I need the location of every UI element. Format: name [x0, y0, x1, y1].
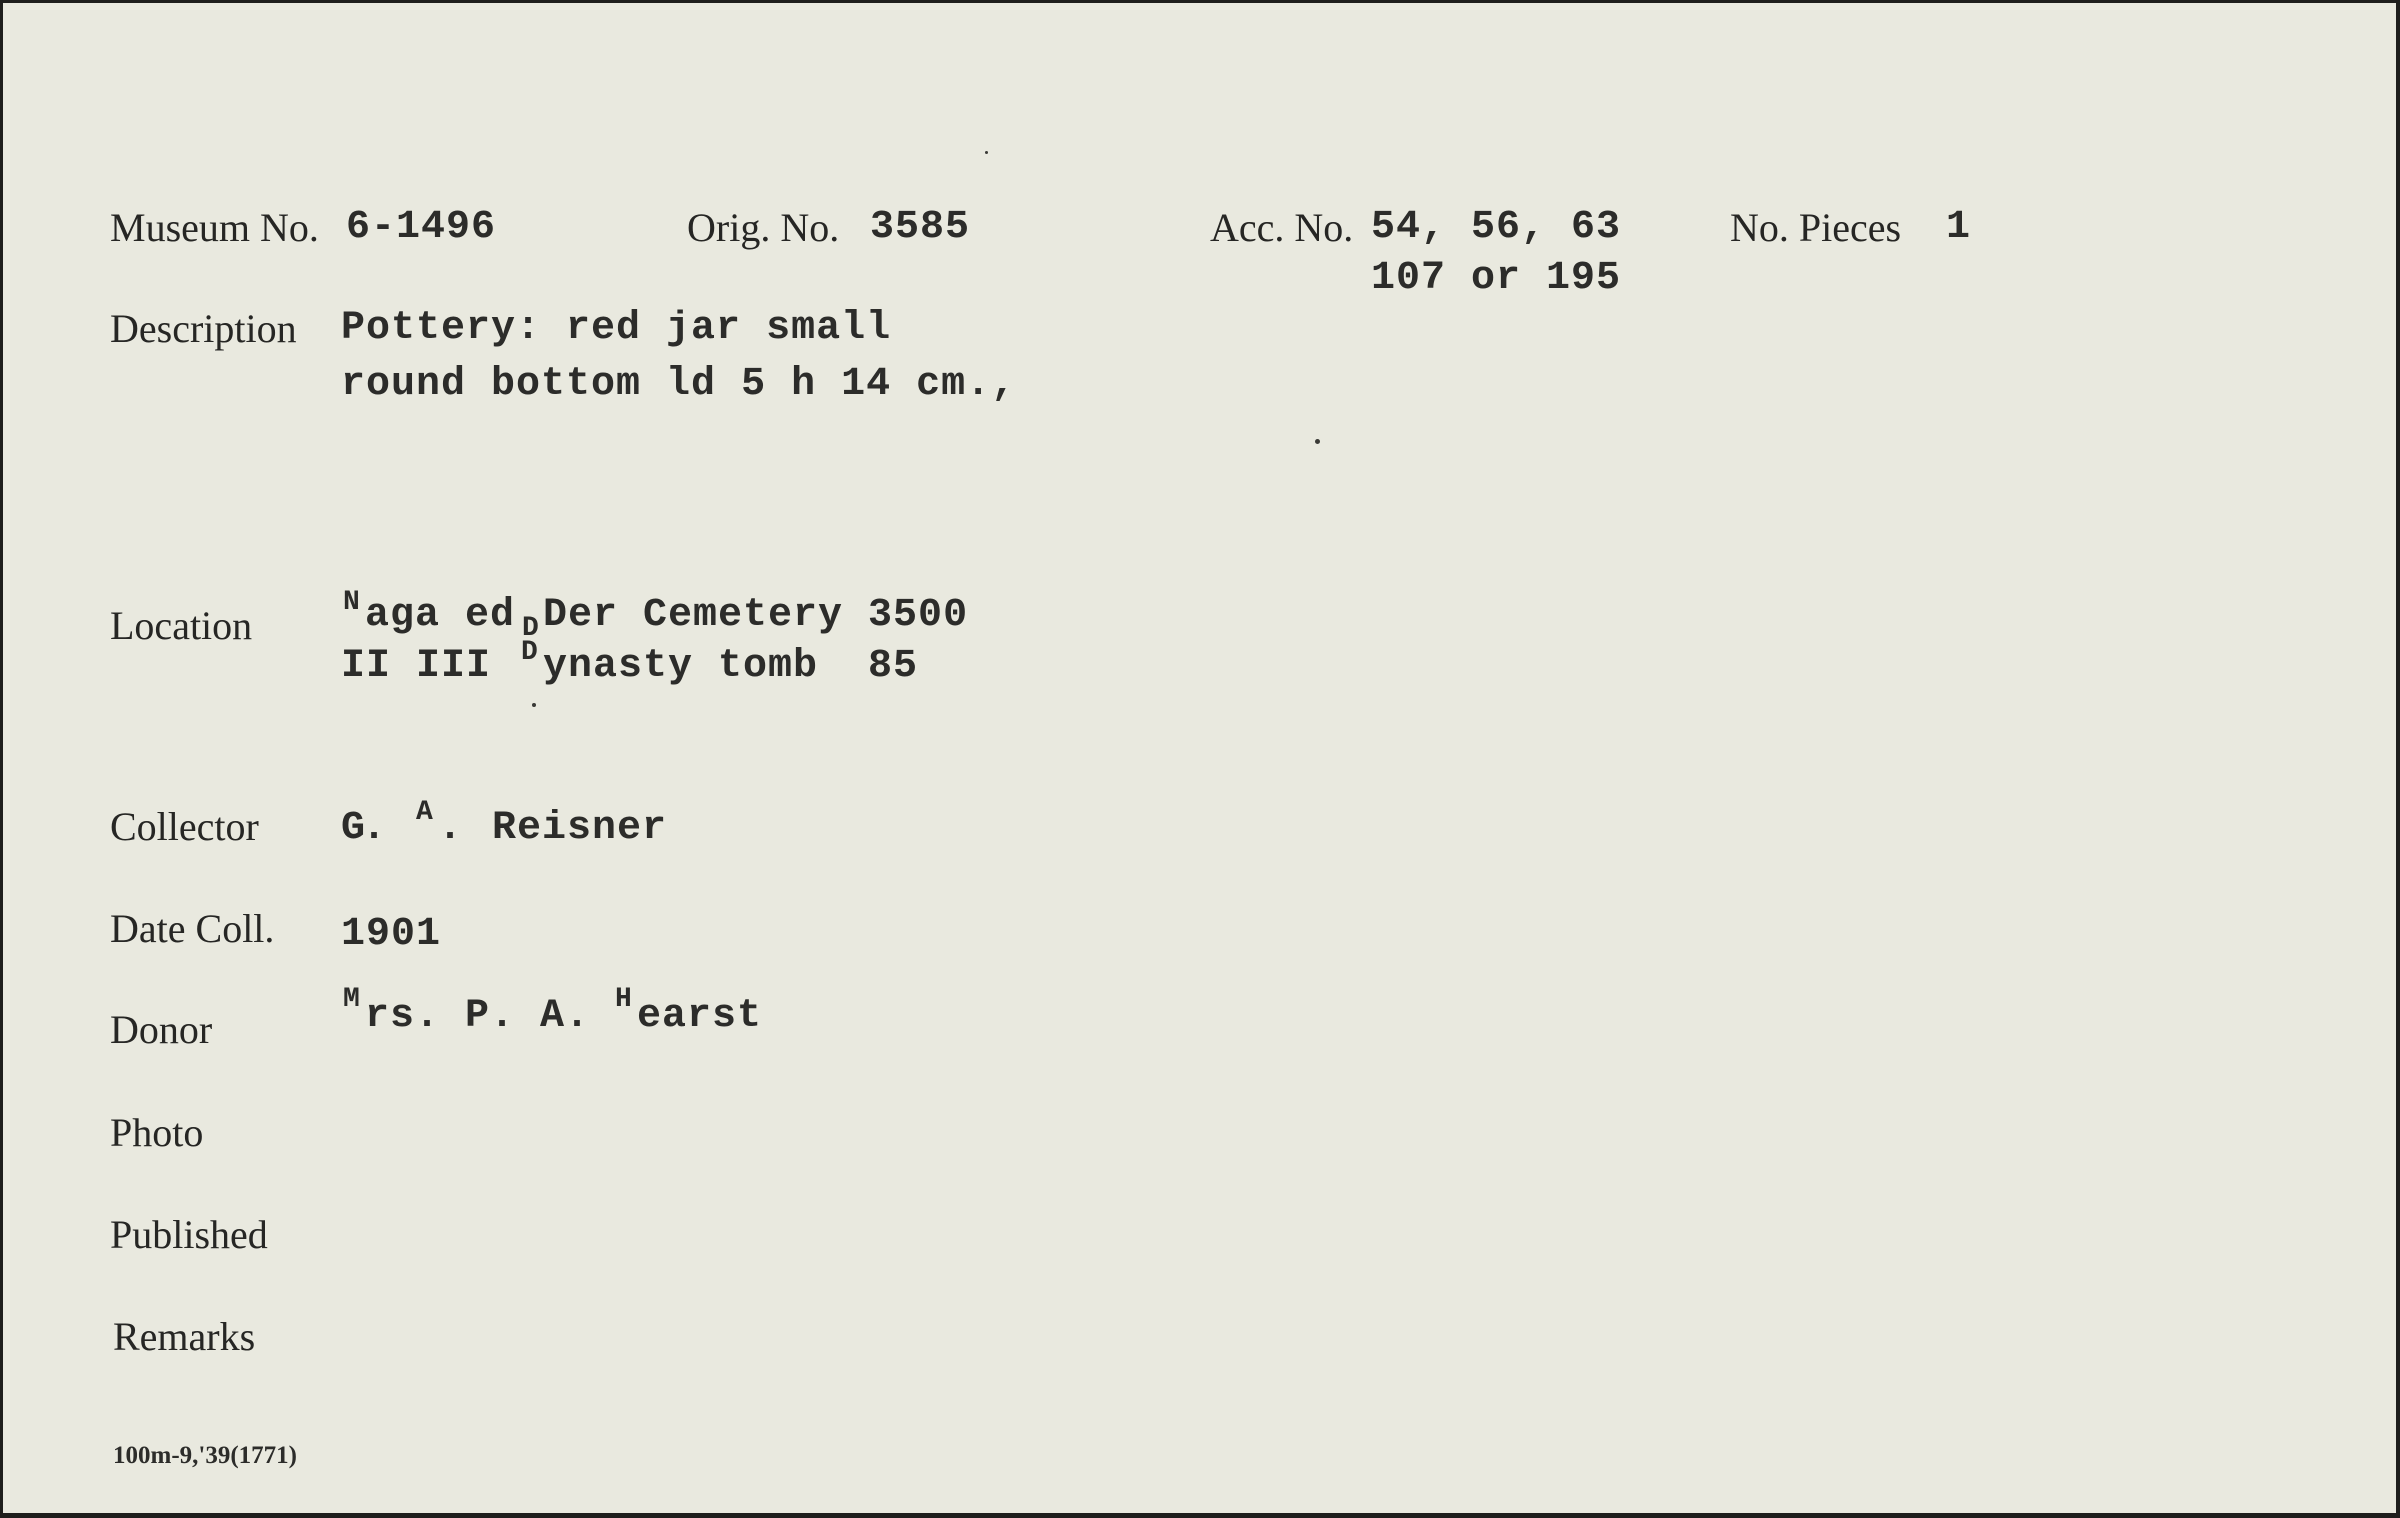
location-sup-d: D: [521, 637, 538, 668]
collector-part1: G: [341, 806, 367, 851]
no-pieces-value: 1: [1946, 205, 1972, 250]
ink-speck: [532, 703, 536, 707]
paper-speck: [985, 151, 988, 154]
collector-period1: .: [362, 806, 388, 851]
remarks-label: Remarks: [113, 1314, 256, 1359]
museum-no-label: Museum No.: [110, 205, 319, 250]
paper-speck: [1315, 439, 1320, 444]
location-initial-n: N: [343, 587, 360, 618]
orig-no-label: Orig. No.: [687, 205, 840, 250]
donor-label: Donor: [110, 1007, 213, 1052]
acc-no-label: Acc. No.: [1210, 205, 1354, 250]
acc-no-value-line2: 107 or 195: [1371, 256, 1622, 301]
acc-no-value-line1: 54, 56, 63: [1371, 205, 1622, 250]
print-code: 100m-9,'39(1771): [113, 1442, 297, 1469]
collector-label: Collector: [110, 804, 259, 849]
no-pieces-label: No. Pieces: [1730, 205, 1902, 250]
collector-initial-a: A: [416, 797, 433, 828]
location-sub-d: D: [522, 613, 539, 644]
description-line2: round bottom ld 5 h 14 cm.,: [341, 362, 1017, 407]
date-coll-label: Date Coll.: [110, 906, 275, 951]
photo-label: Photo: [110, 1110, 204, 1155]
location-line2-part2: ynasty tomb 85: [543, 644, 919, 689]
donor-part1: rs. P. A.: [365, 994, 616, 1039]
donor-part2: earst: [637, 994, 763, 1039]
location-line1-part1: aga ed: [365, 593, 516, 638]
location-line1-part2: Der Cemetery 3500: [543, 593, 969, 638]
description-line1: Pottery: red jar small: [341, 306, 892, 351]
donor-initial-h: H: [615, 984, 632, 1015]
published-label: Published: [110, 1212, 268, 1257]
location-line2-part1: II III: [341, 644, 517, 689]
orig-no-value: 3585: [870, 205, 971, 250]
description-label: Description: [110, 306, 297, 351]
museum-no-value: 6-1496: [346, 205, 497, 250]
location-label: Location: [110, 603, 253, 648]
collector-period2: .: [438, 806, 464, 851]
donor-initial-m: M: [343, 984, 360, 1015]
date-coll-value: 1901: [341, 912, 442, 957]
collector-part2: Reisner: [492, 806, 668, 851]
